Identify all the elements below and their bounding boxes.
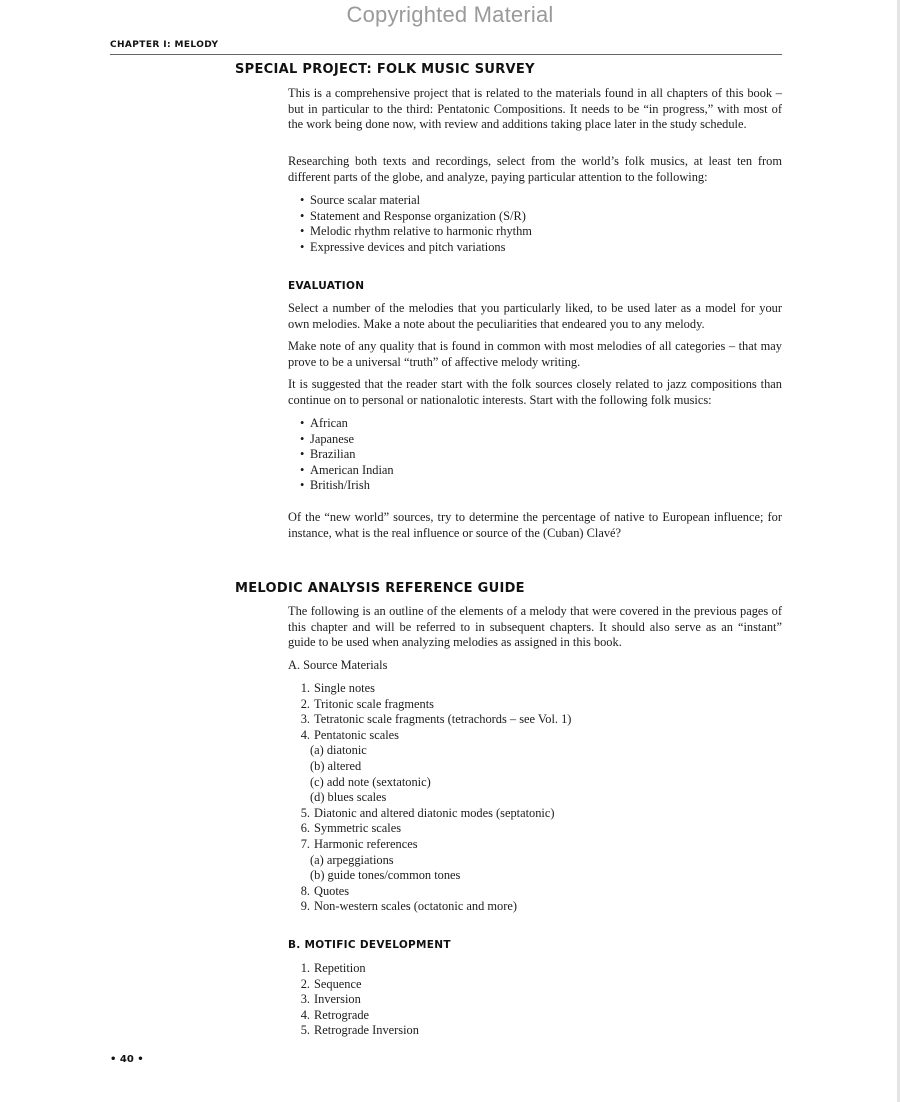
item-text: Inversion [314,992,361,1007]
item-number: 9. [300,899,310,914]
motific-development-heading: B. MOTIFIC DEVELOPMENT [288,939,451,951]
list-item: • Melodic rhythm relative to harmonic rhythm [300,224,532,240]
item-text: Symmetric scales [314,821,402,836]
item-text: Pentatonic scales [314,727,399,742]
item-text: Sequence [314,976,362,991]
item-text: Quotes [314,883,350,898]
item-number: 1. [300,961,310,975]
evaluation-paragraph-1: Select a number of the melodies that you particularly liked, to be used later as a model for your own melodies. Make a note about the peculiarities that endeared you to any melody. [288,301,782,331]
list-item [294,992,419,1008]
list-item [294,697,571,713]
motific-development-list [294,961,419,1039]
list-item [294,681,571,697]
guide-heading: MELODIC ANALYSIS REFERENCE GUIDE [235,581,525,596]
sub-item: (b) guide tones/common tones [310,868,461,883]
sub-item: (a) arpeggiations [310,852,394,867]
item-number: 6. [300,821,310,836]
list-item [294,961,419,977]
survey-bullet-list [300,193,532,255]
item-text: Tritonic scale fragments [314,696,434,711]
copyright-watermark: Copyrighted Material [346,2,554,27]
item-text: Non-western scales (octatonic and more) [314,899,517,914]
item-number: 2. [300,976,310,991]
list-item [294,1023,419,1039]
item-number: 1. [300,681,310,695]
running-head: CHAPTER I: MELODY [110,40,219,50]
folk-music-list [300,416,394,494]
item-number: 4. [300,727,310,742]
evaluation-heading: EVALUATION [288,280,365,292]
list-item: • Statement and Response organization (S/R) [300,209,532,225]
list-item: • British/Irish [300,478,394,494]
item-number: 8. [300,883,310,898]
evaluation-paragraph-4: Of the “new world” sources, try to determine the percentage of native to European influence; for instance, what is the real influence or source of the (Cuban) Clavé? [288,510,782,540]
page-number: • 40 • [110,1054,144,1065]
list-item [294,899,571,915]
list-item: • African [300,416,394,432]
item-number: 2. [300,696,310,711]
item-number: 7. [300,836,310,851]
item-text: Retrograde [314,1007,370,1022]
item-text: Harmonic references [314,836,418,851]
list-item: • American Indian [300,463,394,479]
list-item [294,884,571,900]
list-item [294,1008,419,1024]
list-item [294,728,571,806]
source-materials-list [294,681,571,915]
item-text: Tetratonic scale fragments (tetrachords – see Vol. 1) [314,712,572,727]
sub-item: (c) add note (sextatonic) [310,774,431,789]
list-item [294,977,419,993]
item-number: 5. [300,805,310,820]
list-item [294,806,571,822]
survey-paragraph-1: This is a comprehensive project that is related to the materials found in all chapters of this book – but in particular to the third: Pentatonic Compositions. It needs to be “in progress,” with most of the work being done now, with review and additions taking place later in the study schedule. [288,86,782,132]
item-text: Diatonic and altered diatonic modes (septatonic) [314,805,555,820]
evaluation-paragraph-3: It is suggested that the reader start with the folk sources closely related to jazz compositions than continue on to personal or nationalotic interests. Start with the following folk musics: [288,377,782,407]
item-number: 3. [300,992,310,1007]
item-text: Single notes [314,681,375,695]
sub-item: (a) diatonic [310,743,367,758]
item-number: 4. [300,1007,310,1022]
source-materials-heading: A. Source Materials [288,658,388,672]
list-item [294,712,571,728]
list-item: • Japanese [300,432,394,448]
header-rule [110,54,782,55]
evaluation-paragraph-2: Make note of any quality that is found in common with most melodies of all categories – that may prove to be a universal “truth” of affective melody writing. [288,339,782,369]
item-number: 3. [300,712,310,727]
survey-paragraph-2: Researching both texts and recordings, select from the world’s folk musics, at least ten from different parts of the globe, and analyze, paying particular attention to the following: [288,154,782,184]
guide-paragraph-1: The following is an outline of the elements of a melody that were covered in the previous pages of this chapter and will be referred to in subsequent chapters. It should also serve as an “instant” guide to be used when analyzing melodies as assigned in this book. [288,604,782,650]
item-text: Repetition [314,961,366,975]
list-item [294,837,571,884]
sub-item: (b) altered [310,758,362,773]
item-number: 5. [300,1023,310,1038]
item-text: Retrograde Inversion [314,1023,419,1038]
list-item [294,821,571,837]
list-item: • Expressive devices and pitch variations [300,240,532,256]
survey-heading: SPECIAL PROJECT: FOLK MUSIC SURVEY [235,62,535,77]
list-item: • Brazilian [300,447,394,463]
list-item: • Source scalar material [300,193,532,209]
sub-item: (d) blues scales [310,790,387,805]
